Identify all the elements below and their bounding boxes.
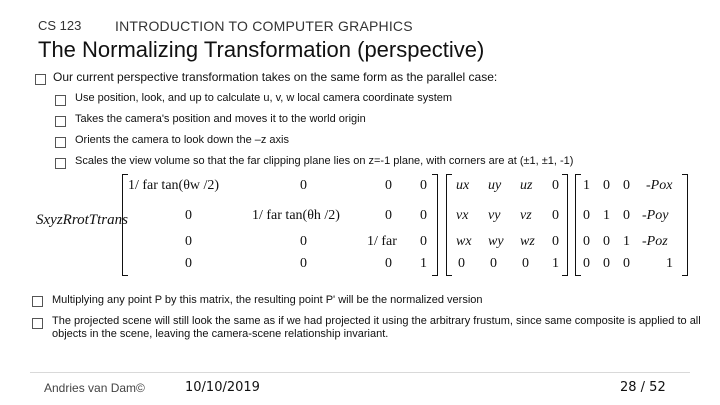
matrix-cell: -Poz [642, 234, 668, 249]
matrix-bracket-left [575, 174, 581, 276]
sub-bullet-marker [55, 116, 66, 127]
matrix-cell: uz [520, 178, 533, 193]
footer-divider [30, 372, 690, 373]
sub-bullet-marker [55, 95, 66, 106]
matrix-bracket-right [562, 174, 568, 276]
matrix-cell: 1 [552, 256, 559, 271]
matrix-cell: 0 [300, 234, 307, 249]
matrix-cell: 1/ far tan(θw /2) [128, 178, 220, 193]
slide-title: The Normalizing Transformation (perspective) [38, 37, 485, 62]
bullet-marker [32, 318, 43, 329]
matrix-cell: 0 [623, 208, 630, 223]
matrix-cell: vx [456, 208, 469, 223]
matrix-cell: 1 [623, 234, 630, 249]
sub-bullet-text: Scales the view volume so that the far clipping plane lies on z=-1 plane, with corners are at (±1, ±1, -1) [75, 155, 574, 167]
matrix-cell: ux [456, 178, 470, 193]
matrix-cell: 0 [458, 256, 465, 271]
sub-bullet-marker [55, 158, 66, 169]
matrix-bracket-right [432, 174, 438, 276]
matrix-cell: 1 [666, 256, 673, 271]
matrix-bracket-right [682, 174, 688, 276]
footer-date: 10/10/2019 [185, 380, 260, 395]
matrix-cell: wy [488, 234, 504, 249]
matrix-bracket-left [446, 174, 452, 276]
matrix-cell: 0 [583, 256, 590, 271]
matrix-cell: 0 [385, 256, 392, 271]
matrix-cell: 1/ far [367, 234, 397, 249]
matrix-equation [30, 170, 700, 278]
matrix-cell: 0 [552, 208, 559, 223]
sub-bullet-text: Use position, look, and up to calculate u, v, w local camera coordinate system [75, 92, 453, 104]
course-code: CS 123 [38, 18, 82, 33]
bullet-marker [32, 296, 43, 307]
matrix-cell: 0 [522, 256, 529, 271]
footer-page-number: 28 / 52 [620, 380, 666, 395]
sub-bullet-text: Takes the camera's position and moves it to the world origin [75, 113, 366, 125]
matrix-cell: 0 [385, 208, 392, 223]
matrix-cell: 0 [583, 208, 590, 223]
matrix-cell: 0 [420, 178, 427, 193]
matrix-cell: 1 [420, 256, 427, 271]
sub-bullet-text: Orients the camera to look down the –z axis [75, 134, 289, 146]
course-title: INTRODUCTION TO COMPUTER GRAPHICS [115, 18, 413, 34]
matrix-cell: 0 [185, 256, 192, 271]
matrix-cell: 0 [623, 178, 630, 193]
matrix-cell: 1/ far tan(θh /2) [252, 208, 340, 223]
matrix-cell: 0 [583, 234, 590, 249]
matrix-cell: vz [520, 208, 532, 223]
matrix-cell: 0 [300, 256, 307, 271]
matrix-cell: 0 [603, 234, 610, 249]
matrix-cell: 0 [185, 234, 192, 249]
matrix-cell: 0 [552, 178, 559, 193]
main-bullet-text: Our current perspective transformation takes on the same form as the parallel case: [53, 70, 498, 84]
matrix-cell: 1 [583, 178, 590, 193]
matrix-cell: 0 [420, 234, 427, 249]
footer-author: Andries van Dam© [44, 381, 145, 395]
matrix-cell: 0 [603, 256, 610, 271]
matrix-cell: 0 [185, 208, 192, 223]
matrix-cell: wx [456, 234, 472, 249]
bullet-marker [35, 74, 46, 85]
matrix-cell: vy [488, 208, 501, 223]
matrix-cell: 0 [623, 256, 630, 271]
matrix-cell: -Poy [642, 208, 669, 223]
matrix-cell: 0 [490, 256, 497, 271]
matrix-cell: wz [520, 234, 535, 249]
sub-bullet-marker [55, 137, 66, 148]
matrix-cell: -Pox [646, 178, 673, 193]
projected-bullet-text: The projected scene will still look the same as if we had projected it using the arbitrary frustum, since same composite is applied to all objects in the scene, leaving the camera-scene relationship invariant. [52, 315, 701, 340]
matrix-cell: 0 [603, 178, 610, 193]
matrix-cell: 1 [603, 208, 610, 223]
matrix-lhs: SxyzRrotTtrans [36, 212, 128, 228]
multiply-bullet-text: Multiplying any point P by this matrix, the resulting point P' will be the normalized version [52, 294, 483, 306]
matrix-cell: 0 [420, 208, 427, 223]
matrix-cell: 0 [552, 234, 559, 249]
matrix-cell: uy [488, 178, 502, 193]
matrix-cell: 0 [385, 178, 392, 193]
matrix-cell: 0 [300, 178, 307, 193]
